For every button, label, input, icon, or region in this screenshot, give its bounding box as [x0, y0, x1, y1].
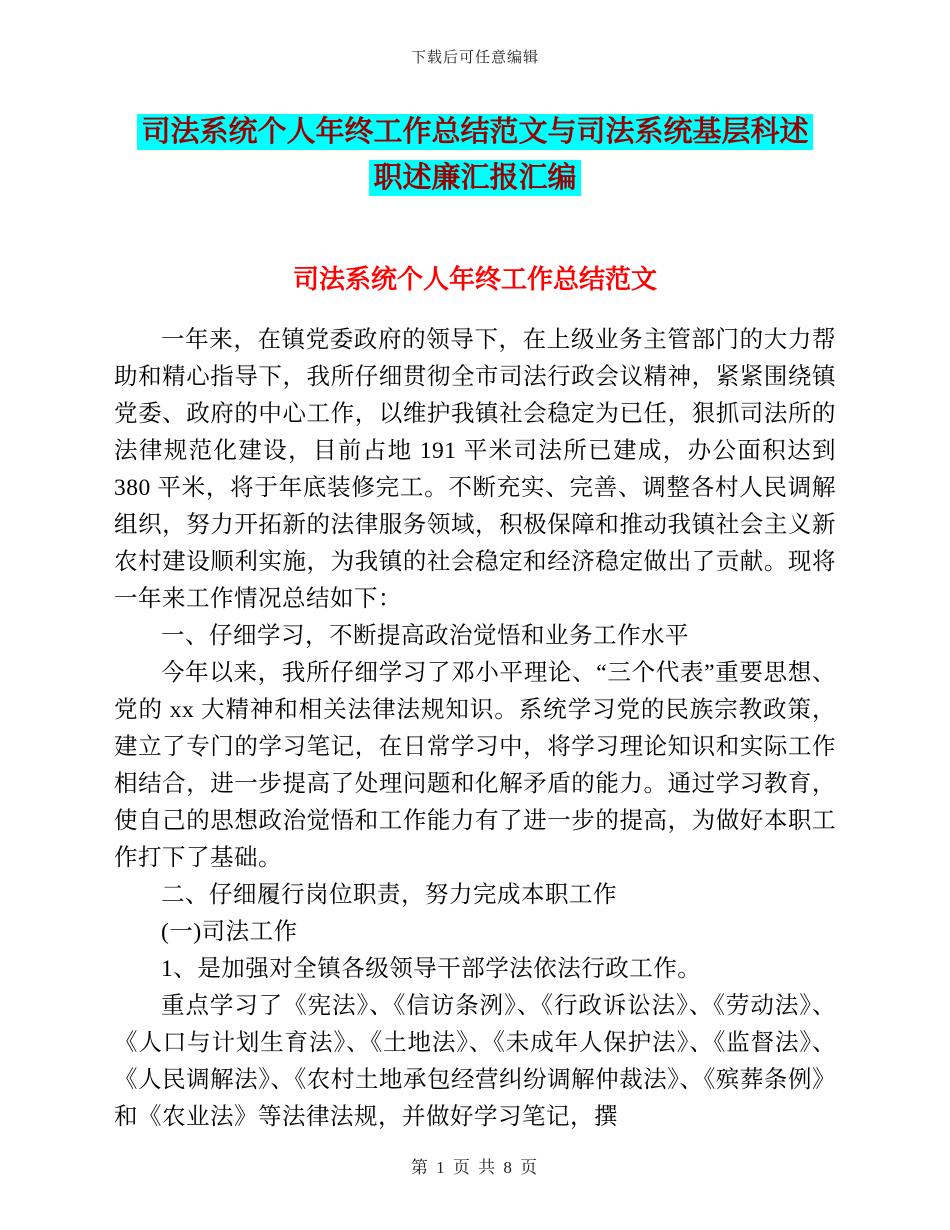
paragraph-heading-2: 二、仔细履行岗位职责，努力完成本职工作	[161, 882, 617, 908]
document-body	[114, 322, 836, 1136]
paragraph-study: 今年以来，我所仔细学习了邓小平理论、“三个代表”重要思想、党的 xx 大精神和相关法律法规知识。系统学习党的民族宗教政策，建立了专门的学习笔记，在日常学习中，将学习理论知识和实际工作相结合，进一步提高了处理问题和化解矛盾的能力。通过学习教育，使自己的思想政治觉悟和工作能力有了进一步的提高，为做好本职工作打下了基础。	[114, 660, 836, 871]
paragraph-intro: 一年来，在镇党委政府的领导下，在上级业务主管部门的大力帮助和精心指导下，我所仔细贯彻全市司法行政会议精神，紧紧围绕镇党委、政府的中心工作，以维护我镇社会稳定为已任，狠抓司法所的法律规范化建设，目前占地 191 平米司法所已建成，办公面积达到 380 平米，将于年底装修完工。不断充实、完善、调整各村人民调解组织，努力开拓新的法律服务领域，积极保障和推动我镇社会主义新农村建设顺利实施，为我镇的社会稳定和经济稳定做出了贡献。现将一年来工作情况总结如下：	[114, 327, 836, 612]
page-number-footer: 第 1 页 共 8 页	[410, 1158, 540, 1177]
paragraph-heading-1: 一、仔细学习，不断提高政治觉悟和业务工作水平	[161, 623, 689, 649]
paragraph-item-1: 1、是加强对全镇各级领导干部学法依法行政工作。	[161, 956, 702, 982]
main-title-line2: 职述廉汇报汇编	[369, 160, 580, 196]
document-main-title	[0, 109, 950, 201]
paragraph-subheading-justice: (一)司法工作	[161, 919, 298, 945]
paragraph-laws: 重点学习了《宪法》、《信访条洌》、《行政诉讼法》、《劳动法》、《人口与计划生育法》、《土地法》、《未成年人保护法》、《监督法》、《人民调解法》、《农村土地承包经营纠纷调解仲裁法》、《殡葬条例》和《农业法》等法律法规，并做好学习笔记，撰	[114, 993, 836, 1130]
section-title: 司法系统个人年终工作总结范文	[292, 265, 657, 294]
main-title-line1: 司法系统个人年终工作总结范文与司法系统基层科述	[137, 114, 812, 150]
header-note: 下载后可任意编辑	[410, 50, 539, 66]
